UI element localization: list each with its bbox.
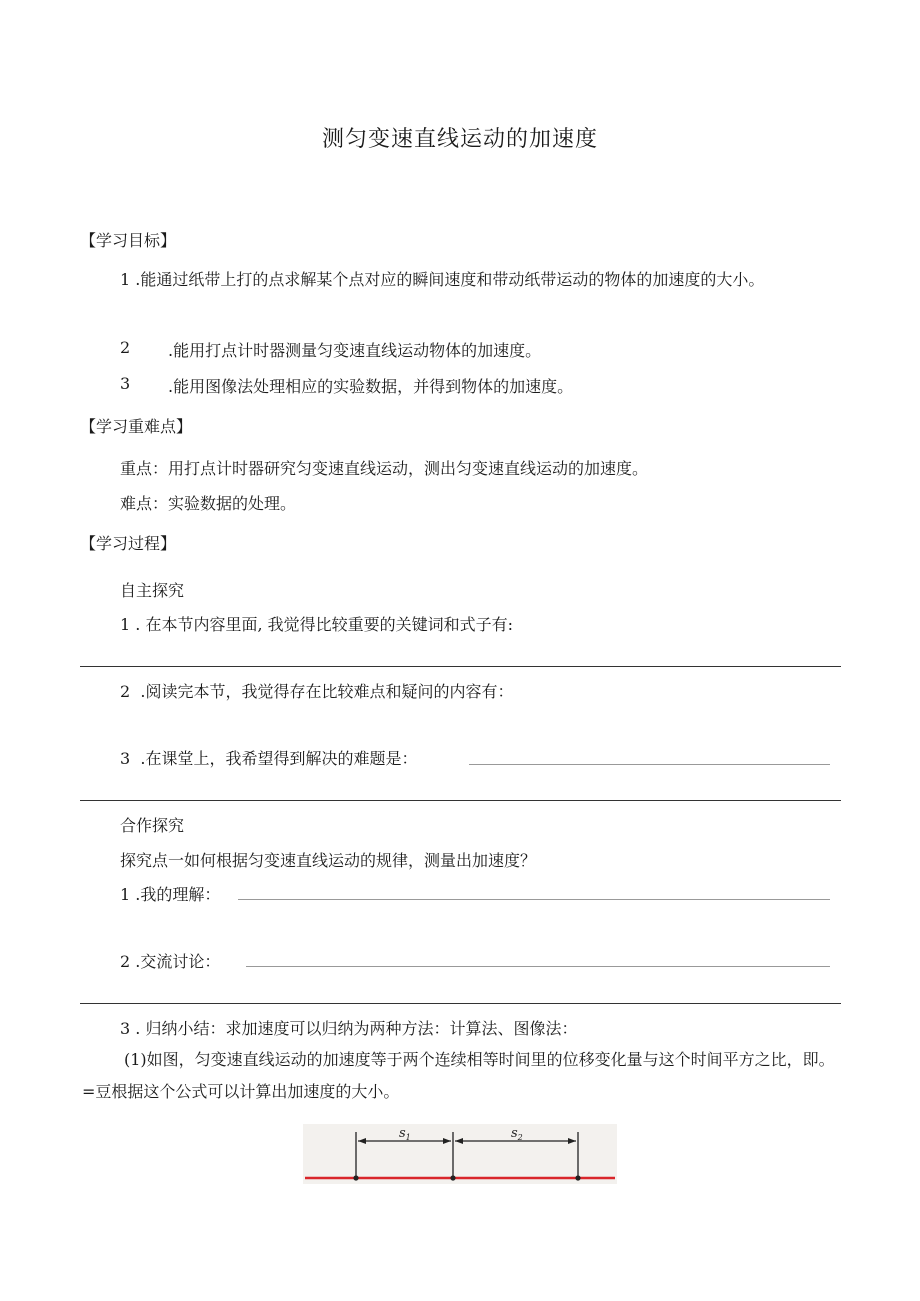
process-heading: 【学习过程】 — [80, 534, 177, 553]
answer-blank[interactable] — [469, 764, 830, 765]
self-q1-num: 1 — [120, 615, 131, 634]
method-1-paragraph: (1)如图，匀变速直线运动的加速度等于两个连续相等时间里的位移变化量与这个时间平方之比，即。=豆根据这个公式可以计算出加速度的大小。 — [82, 1050, 835, 1101]
self-q1-text: . 在本节内容里面, 我觉得比较重要的关键词和式子有: — [135, 615, 514, 634]
goal-item-3-num: 3 — [120, 374, 131, 393]
s2-label: $s_2$ — [511, 1126, 523, 1142]
coop-topic: 探究点一如何根据匀变速直线运动的规律，测量出加速度？ — [120, 851, 537, 870]
difficulty-point: 难点：实验数据的处理。 — [120, 494, 297, 513]
goal-item-3-text: .能用图像法处理相应的实验数据，并得到物体的加速度。 — [168, 377, 574, 396]
coop-heading: 合作探究 — [120, 816, 185, 835]
answer-blank[interactable] — [246, 966, 830, 967]
coop-q1 — [120, 882, 220, 905]
coop-q2-text: .交流讨论： — [135, 952, 221, 971]
self-q3-text: .在课堂上，我希望得到解决的难题是： — [140, 749, 418, 768]
tape-dot-1 — [353, 1175, 358, 1180]
tape-dot-3 — [575, 1175, 580, 1180]
coop-q2-num: 2 — [120, 952, 131, 971]
goal-item-1 — [82, 264, 842, 296]
self-q3-num: 3 — [120, 749, 131, 768]
answer-line[interactable] — [80, 666, 841, 667]
self-q1 — [120, 612, 513, 635]
coop-q2 — [120, 949, 220, 972]
answer-line[interactable] — [80, 1003, 841, 1004]
coop-q1-num: 1 — [120, 885, 131, 904]
s1-label: $s_1$ — [399, 1126, 411, 1142]
goals-heading: 【学习目标】 — [80, 231, 177, 250]
goal-item-1-num: 1 — [120, 270, 131, 289]
self-q2-text: .阅读完本节，我觉得存在比较难点和疑问的内容有： — [140, 682, 514, 701]
self-q3 — [120, 746, 417, 769]
tape-dot-2 — [450, 1175, 455, 1180]
goal-item-2-text: .能用打点计时器测量匀变速直线运动物体的加速度。 — [168, 341, 542, 360]
tape-figure — [303, 1124, 617, 1184]
answer-line[interactable] — [80, 800, 841, 801]
answer-blank[interactable] — [238, 899, 830, 900]
key-heading: 【学习重难点】 — [80, 417, 193, 436]
coop-q3 — [120, 1016, 577, 1039]
coop-q1-text: .我的理解： — [135, 885, 221, 904]
goal-item-2-num: 2 — [120, 338, 131, 357]
goal-item-1-text: .能通过纸带上打的点求解某个点对应的瞬间速度和带动纸带运动的物体的加速度的大小。 — [135, 270, 765, 289]
self-q2-num: 2 — [120, 682, 131, 701]
self-q2 — [120, 679, 513, 702]
coop-q3-text: . 归纳小结：求加速度可以归纳为两种方法：计算法、图像法： — [135, 1019, 578, 1038]
coop-q3-num: 3 — [120, 1019, 131, 1038]
self-study-heading: 自主探究 — [120, 581, 185, 600]
page-title: 测匀变速直线运动的加速度 — [321, 127, 598, 152]
figure-background — [303, 1124, 617, 1184]
key-point: 重点：用打点计时器研究匀变速直线运动，测出匀变速直线运动的加速度。 — [120, 459, 649, 478]
